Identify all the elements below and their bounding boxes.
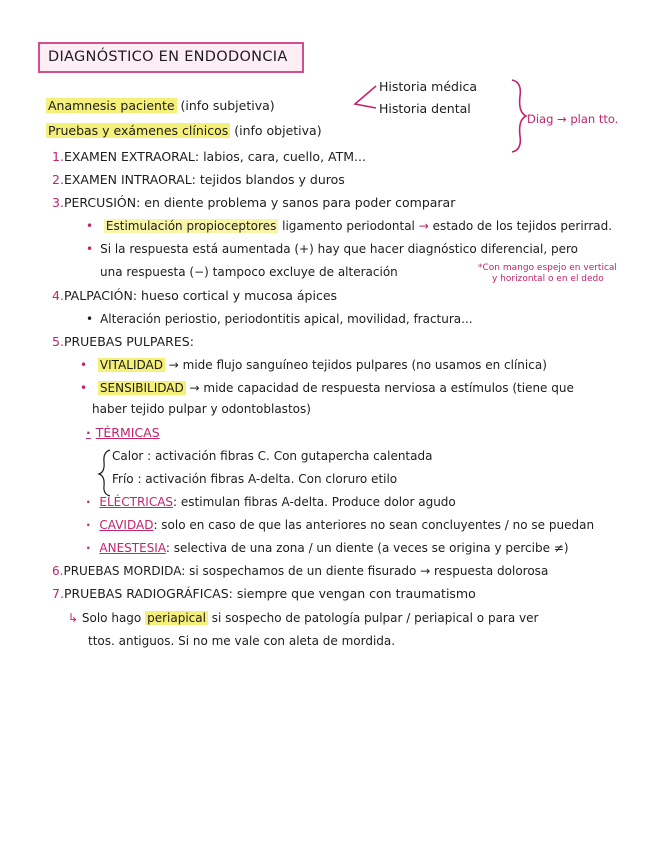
- sensibilidad-cont: haber tejido pulpar y odontoblastos): [92, 402, 311, 416]
- right-brace-icon: [512, 80, 526, 152]
- termicas-calor: Calor : activación fibras C. Con gutapercha calentada: [112, 449, 433, 463]
- pruebas-label: Pruebas y exámenes clínicos: [48, 123, 229, 138]
- estado: estado de los tejidos perirrad.: [432, 219, 613, 233]
- sensibilidad-label: SENSIBILIDAD: [99, 381, 184, 395]
- left-brace-icon: [99, 450, 110, 496]
- electricas-text: : estimulan fibras A-delta. Produce dolor agudo: [173, 495, 456, 509]
- percusion-bullet-2-cont: una respuesta (−) tampoco excluye de alteración: [100, 265, 398, 279]
- item-palpacion: [52, 287, 337, 305]
- periapical-highlight: periapical: [147, 611, 206, 625]
- anestesia-text: : selectiva de una zona / un diente (a veces se origina y percibe ≠): [165, 541, 569, 555]
- item-intraoral: [52, 171, 345, 189]
- branch-lines-icon: [355, 86, 376, 108]
- item-text: : tejidos blandos y duros: [191, 172, 345, 187]
- item-number: 5.: [52, 334, 64, 349]
- radiograficas-text: si sospecho de patología pulpar / periapical o para ver: [207, 611, 539, 625]
- anestesia-label: ANESTESIA: [99, 541, 166, 555]
- item-text: : hueso cortical y mucosa ápices: [132, 288, 338, 303]
- ligamento: ligamento periodontal: [278, 219, 415, 233]
- item-heading: PRUEBAS RADIOGRÁFICAS: [63, 586, 229, 601]
- item-heading: PRUEBAS PULPARES: [63, 334, 190, 349]
- sensibilidad-text: → mide capacidad de respuesta nerviosa a estímulos (tiene que: [185, 381, 574, 395]
- item-heading: PALPACIÓN: [63, 288, 133, 303]
- historia-dental: Historia dental: [379, 101, 471, 116]
- percusion-note-1: *Con mango espejo en vertical: [478, 263, 617, 273]
- anamnesis-label: Anamnesis paciente: [48, 98, 175, 113]
- item-number: 4.: [52, 288, 64, 303]
- pruebas-info: (info objetiva): [230, 123, 322, 138]
- item-extraoral: [52, 148, 366, 166]
- item-heading: PRUEBAS MORDIDA: [63, 564, 182, 578]
- item-percusion: [52, 194, 455, 212]
- radiograficas-line-2: ttos. antiguos. Si no me vale con aleta de mordida.: [88, 634, 396, 648]
- item-number: 6.: [52, 564, 64, 578]
- percusion-note-2: y horizontal o en el dedo: [492, 274, 604, 284]
- anamnesis-line: [46, 97, 275, 115]
- item-text: : siempre que vengan con traumatismo: [228, 586, 476, 601]
- cavidad-text: : solo en caso de que las anteriores no sean concluyentes / no se puedan: [153, 518, 595, 532]
- item-number: 1.: [52, 149, 64, 164]
- historia-medica: Historia médica: [379, 79, 477, 94]
- propioceptores: Estimulación propioceptores: [105, 219, 277, 233]
- item-text: : labios, cara, cuello, ATM...: [194, 149, 366, 164]
- cavidad-label: CAVIDAD: [99, 518, 154, 532]
- termicas-frio: Frío : activación fibras A-delta. Con cloruro etilo: [112, 472, 398, 486]
- item-pruebas-pulpares: [52, 333, 194, 351]
- palpacion-bullet: • Alteración periostio, periodontitis apical, movilidad, fractura...: [86, 310, 473, 328]
- vitalidad-text: → mide flujo sanguíneo tejidos pulpares (no usamos en clínica): [164, 358, 547, 372]
- arrow: →: [414, 219, 433, 233]
- termicas-heading: · TÉRMICAS: [86, 424, 160, 442]
- item-text: : si sospechamos de un diente fisurado → respuesta dolorosa: [181, 564, 549, 578]
- vitalidad: [80, 356, 547, 374]
- cavidad: [86, 516, 594, 534]
- electricas-label: ELÉCTRICAS: [99, 495, 174, 509]
- sensibilidad: [80, 379, 574, 397]
- pruebas-line: [46, 122, 322, 140]
- return-arrow-icon: ↳: [68, 611, 79, 625]
- vitalidad-label: VITALIDAD: [99, 358, 163, 372]
- item-heading: EXAMEN EXTRAORAL: [63, 149, 195, 164]
- item-radiograficas: [52, 585, 476, 603]
- item-mordida: [52, 562, 548, 580]
- item-heading: EXAMEN INTRAORAL: [63, 172, 192, 187]
- diag-plan: Diag → plan tto.: [527, 112, 619, 126]
- percusion-bullet-1: [86, 217, 612, 235]
- percusion-bullet-2: • Si la respuesta está aumentada (+) hay que hacer diagnóstico diferencial, pero: [86, 240, 578, 258]
- item-colon: :: [189, 334, 194, 349]
- solo-hago: Solo hago: [81, 611, 146, 625]
- item-number: 7.: [52, 586, 64, 601]
- radiograficas-line-1: [68, 609, 538, 627]
- item-heading: PERCUSIÓN: [63, 195, 137, 210]
- item-number: 2.: [52, 172, 64, 187]
- page-title: DIAGNÓSTICO EN ENDODONCIA: [38, 42, 304, 73]
- item-number: 3.: [52, 195, 64, 210]
- item-text: : en diente problema y sanos para poder comparar: [136, 195, 456, 210]
- anestesia: [86, 539, 569, 557]
- anamnesis-info: (info subjetiva): [176, 98, 275, 113]
- electricas: [86, 493, 456, 511]
